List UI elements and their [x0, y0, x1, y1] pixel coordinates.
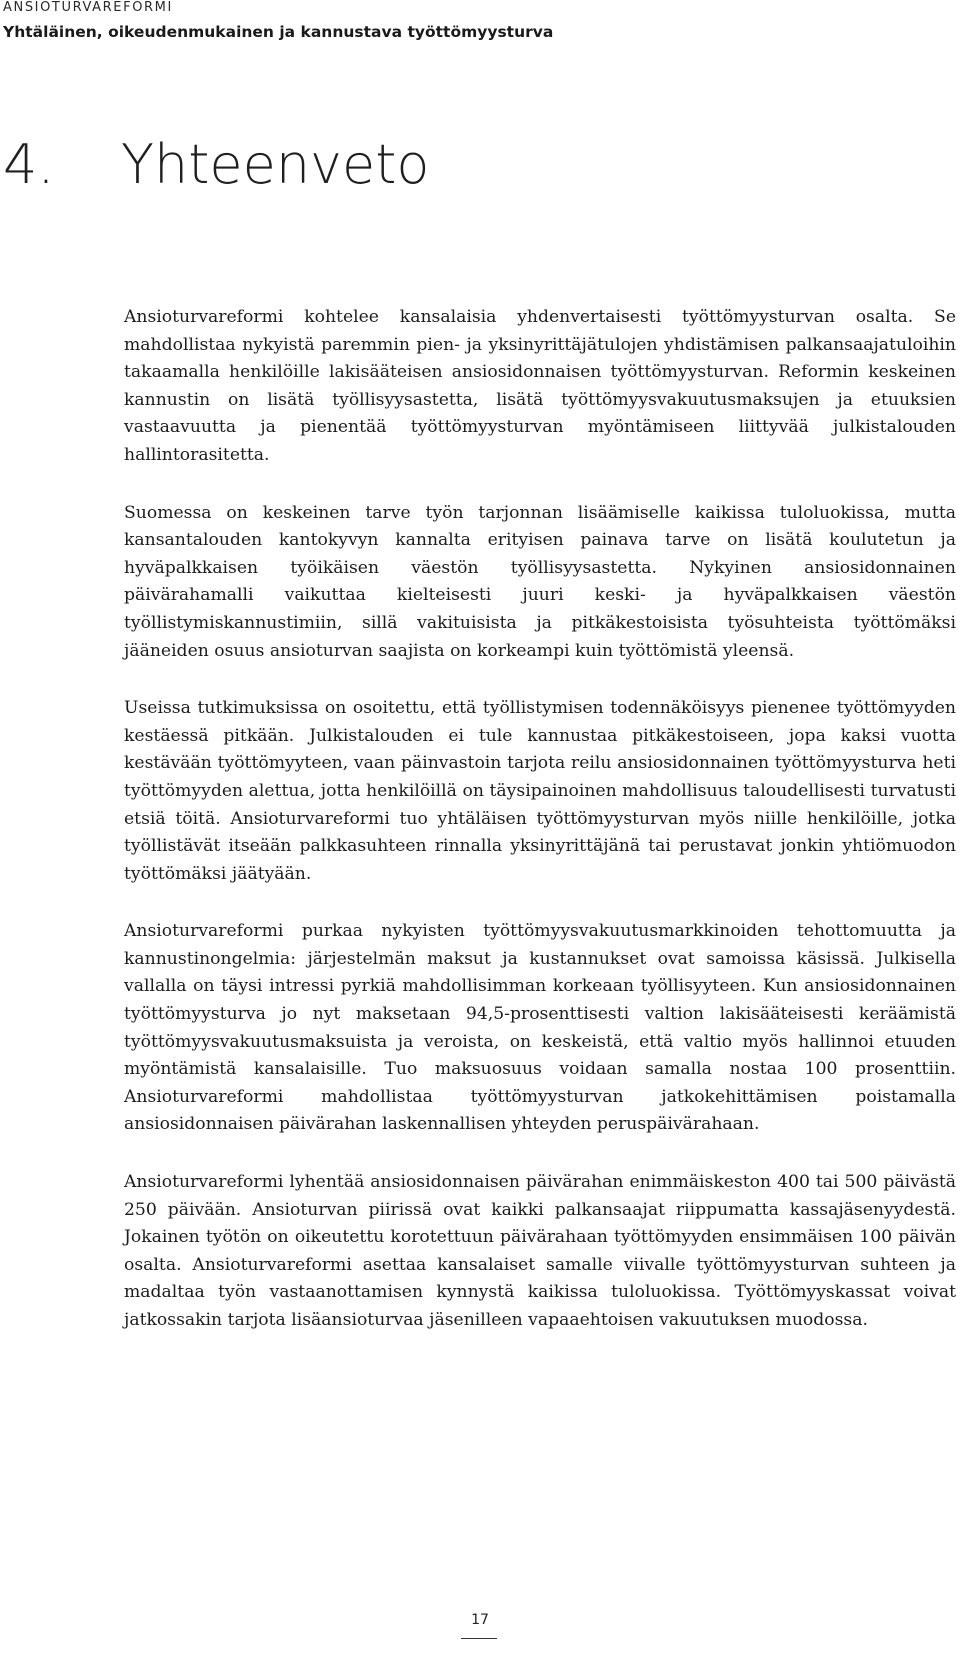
paragraph: Useissa tutkimuksissa on osoitettu, että työllistymisen todennäköisyys pienenee työttömyyden kestäessä pitkään. Julkistalouden ei tule kannustaa pitkäkestoiseen, jopa kaksi vuotta kestävään työttömyyteen, vaan päinvastoin tarjota reilu ansiosidonnainen työttömyysturva heti työttömyyden alettua, jotta henkilöillä on täysipainoinen mahdollisuus taloudellisesti turvatusti etsiä töitä. Ansioturvareformi tuo yhtäläisen työttömyysturvan myös niille henkilöille, jotka työllistävät itseään palkkasuhteen rinnalla yksinyrittäjänä tai perustavat jonkin yhtiömuodon työttömäksi jäätyään.: [124, 698, 956, 884]
paragraph: Ansioturvareformi lyhentää ansiosidonnaisen päivärahan enimmäiskeston 400 tai 500 päivästä 250 päivään. Ansioturvan piirissä ovat kaikki palkansaajat riippumatta kassajäsenyydestä. Jokainen työtön on oikeutettu korotettuun päivärahaan työttömyyden ensimmäisen 100 päivän osalta. Ansioturvareformi asettaa kansalaiset samalle viivalle työttömyysturvan suhteen ja madaltaa työn vastaanottamisen kynnystä kaikissa tuloluokissa. Työttömyyskassat voivat jatkossakin tarjota lisäansioturvaa jäsenilleen vapaaehtoisen vakuutuksen muodossa.: [124, 1172, 956, 1330]
chapter-title: Yhteenveto: [121, 133, 430, 196]
paragraph: Ansioturvareformi purkaa nykyisten työttömyysvakuutusmarkkinoiden tehottomuutta ja kannustinongelmia: järjestelmän maksut ja kustannukset ovat samoissa käsissä. Julkisella vallalla on täysi intressi pyrkiä mahdollisimman korkeaan työllisyyteen. Kun ansiosidonnainen työttömyysturva jo nyt maksetaan 94,5-prosenttisesti valtion lakisääteisesti keräämistä työttömyysvakuutusmaksuista ja veroista, on keskeistä, että valtio myös hallinnoi etuuden myöntämistä kansalaisille. Tuo maksuosuus voidaan samalla nostaa 100 prosenttiin. Ansioturvareformi mahdollistaa työttömyysturvan jatkokehittämisen poistamalla ansiosidonnaisen päivärahan laskennallisen yhteyden peruspäivärahaan.: [124, 921, 956, 1135]
page-number: 17: [471, 1612, 489, 1628]
paragraph: Suomessa on keskeinen tarve työn tarjonnan lisäämiselle kaikissa tuloluokissa, mutta kansantalouden kantokyvyn kannalta erityisen painava tarve on lisätä koulutetun ja hyväpalkkaisen työikäisen väestön työllisyysastetta. Nykyinen ansiosidonnainen päivärahamalli vaikuttaa kielteisesti juuri keski- ja hyväpalkkaisen väestön työllistymiskannustimiin, sillä vakituisista ja pitkäkestoisista työsuhteista työttömäksi jääneiden osuus ansioturvan saajista on korkeampi kuin työttömistä yleensä.: [124, 502, 956, 661]
chapter-heading: [3, 132, 429, 198]
page-number-rule: [461, 1638, 497, 1639]
paragraph: Ansioturvareformi kohtelee kansalaisia yhdenvertaisesti työttömyysturvan osalta. Se mahdollistaa nykyistä paremmin pien- ja yksinyrittäjätulojen yhdistämisen palkansaajatuloihin takaamalla henkilöille lakisääteisen ansiosidonnaisen työttömyysturvan. Reformin keskeinen kannustin on lisätä työllisyysastetta, lisätä työttömyysvakuutusmaksujen ja etuuksien vastaavuutta ja pienentää työttömyysturvan myöntämiseen liittyvää julkistalouden hallintorasitetta.: [124, 307, 956, 465]
series-title: ANSIOTURVAREFORMI: [3, 0, 173, 15]
chapter-number: 4.: [3, 133, 55, 196]
document-subtitle: Yhtäläinen, oikeudenmukainen ja kannustava työttömyysturva: [3, 23, 554, 41]
body-text: [124, 304, 956, 1365]
